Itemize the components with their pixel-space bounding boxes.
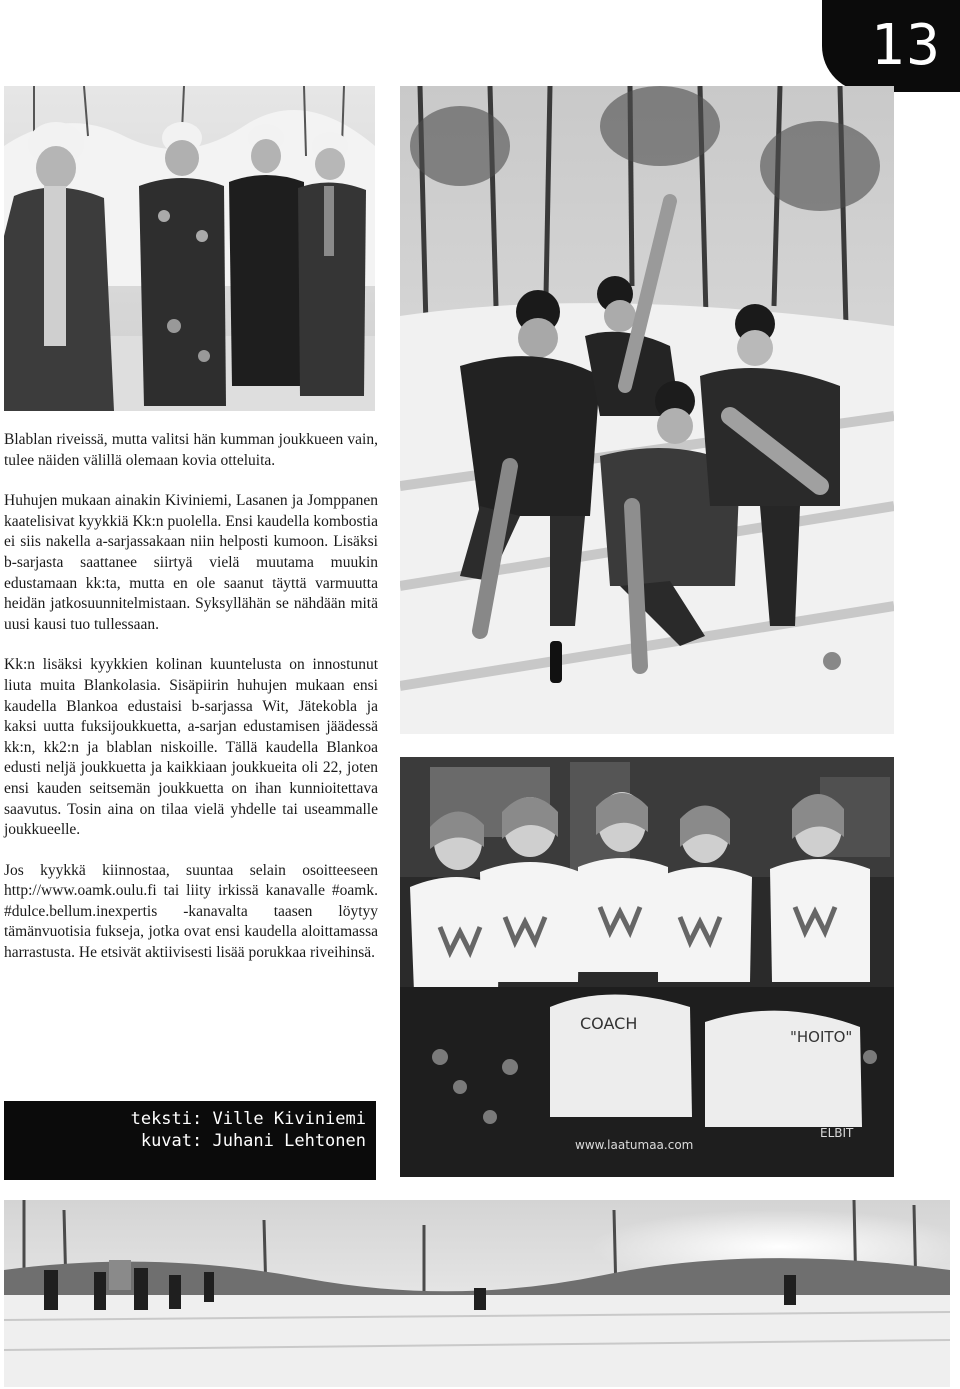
hoito-label: "HOITO" xyxy=(790,1028,853,1046)
paragraph: Kk:n lisäksi kyykkien kolinan kuuntelusta on innostunut liuta muita Blankolasia. Sisäpiirin huhujen mukaan ensi kaudella Blankoa edustaisi b-sarjassa Wit, Jätekobla ja kaksi uutta fuksijoukkuetta, a-sarjan edustamisen jäädessä kk:n, kk2:n ja blablan niskoille. Tällä kaudella Blankoa edusti neljä joukkuetta ja kaikkiaan joukkueita oli 22, joten ensi kauden seitsemän joukkuetta on ihan kunnioitettava saavutus. Tosin aina on tilaa vielä yhdelle tai useammalle joukkueelle. xyxy=(4,656,378,839)
photo-field-panorama xyxy=(4,1200,950,1387)
photo-women-in-overalls xyxy=(4,86,375,411)
photo-players-with-bats xyxy=(400,86,894,734)
page-number: 13 xyxy=(870,13,942,78)
photo-wit-team xyxy=(400,757,894,1177)
coach-label: COACH xyxy=(580,1014,638,1033)
paragraph: Blablan riveissä, mutta valitsi hän kumman joukkueen vain, tulee näiden välillä olemaan kovia otteluita. xyxy=(4,431,378,469)
photo-credit: kuvat: Juhani Lehtonen xyxy=(140,1131,366,1151)
article-body xyxy=(4,430,378,984)
paragraph: Jos kyykkä kiinnostaa, suuntaa selain osoitteeseen http://www.oamk.oulu.fi tai liity irkissä kanavalle #oamk. #dulce.bellum.inexpertis -kanavalta taasen löytyy tämänvuotisia fukseja, jotka ovat ensi kaudella aloittamassa harrastusta. He etsivät aktiivisesti lisää porukkaa riveihinsä. xyxy=(4,861,378,962)
paragraph: Huhujen mukaan ainakin Kiviniemi, Lasanen ja Jomppanen kaatelisivat kyykkiä Kk:n puolella. Ensi kaudella kombostia ei siis nakella a-sarjassakaan niin helposti kumoon. Lisäksi b-sarjasta saattanee siirtyä vielä muutama muukin edustamaan kk:ta, mutta en ole saanut täyttä varmuutta heidän jatkosuunnitelmistaan. Syksyllähän se nähdään mitä uusi kausi tuo tullessaan. xyxy=(4,492,378,633)
page-number-tab xyxy=(822,0,960,92)
elbit-label: ELBIT xyxy=(820,1126,854,1140)
url-label: www.laatumaa.com xyxy=(575,1138,694,1152)
text-credit: teksti: Ville Kiviniemi xyxy=(130,1109,366,1129)
credits-box xyxy=(4,1101,376,1180)
